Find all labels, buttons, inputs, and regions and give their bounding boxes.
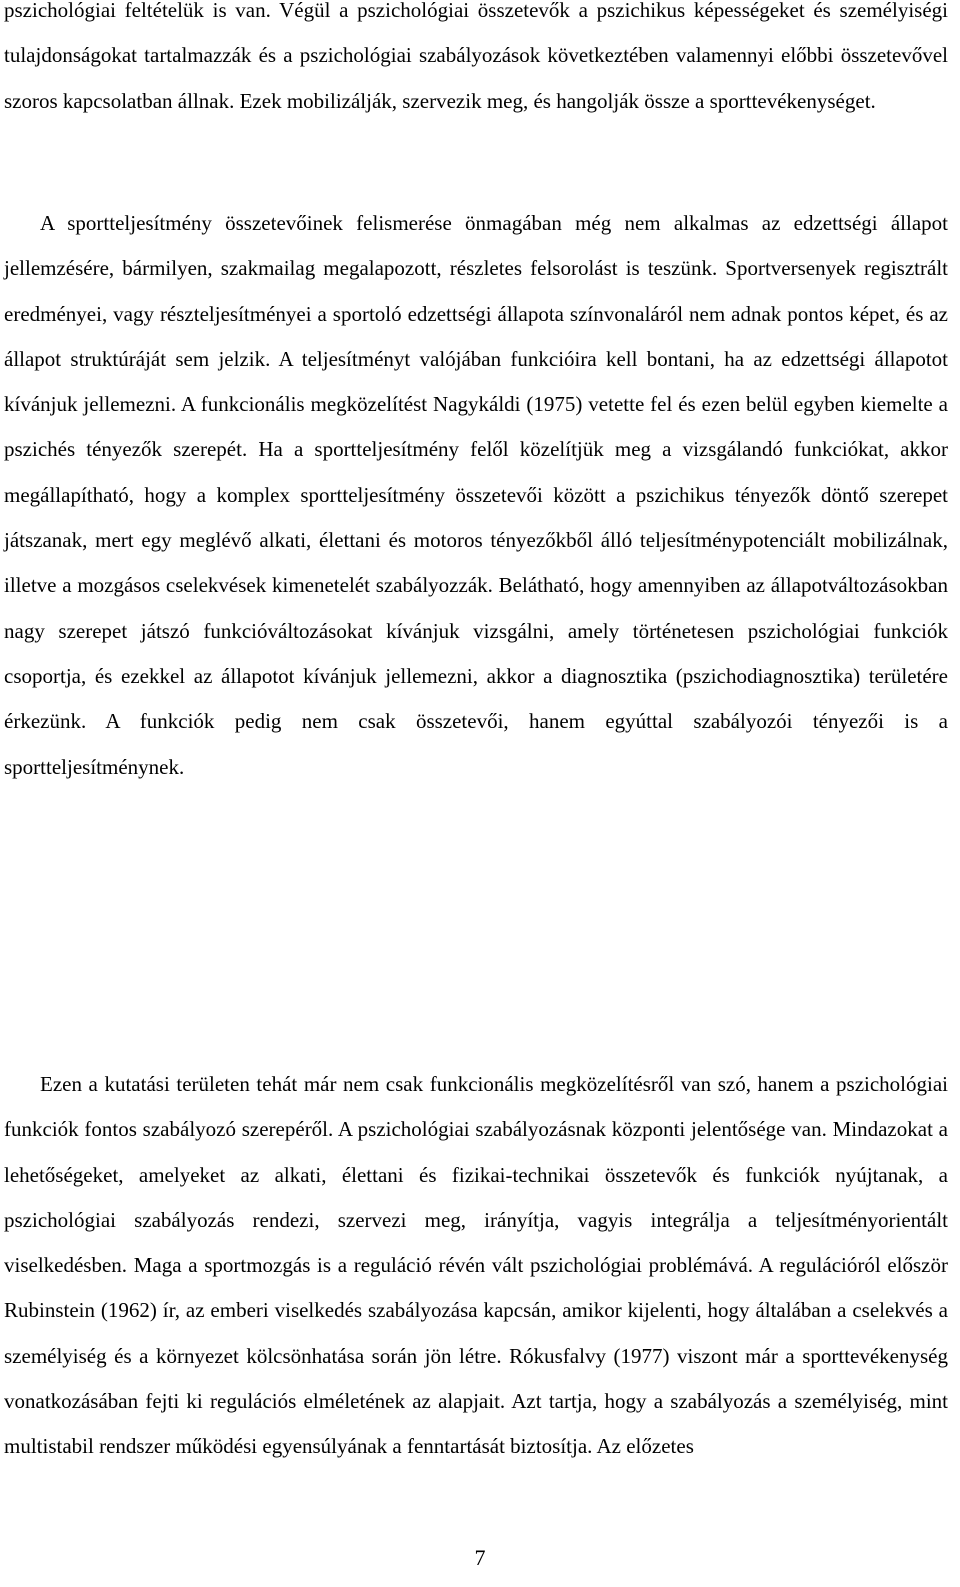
- page-number: 7: [474, 1545, 486, 1570]
- paragraph-3: Ezen a kutatási területen tehát már nem csak funkcionális megközelítésről van szó, hanem a pszichológiai funkciók fontos szabályozó szerepéről. A pszichológiai szabályozásnak központi jelentősége van. Mindazokat a lehetőségeket, amelyeket az alkati, élettani és fizikai-technikai összetevők és funkciók nyújtanak, a pszichológiai szabályozás rendezi, szervezi meg, irányítja, vagyis integrálja a teljesítményorientált viselkedésben. Maga a sportmozgás is a reguláció révén vált pszichológiai problémává. A regulációról először Rubinstein (1962) ír, az emberi viselkedés szabályozása kapcsán, amikor kijelenti, hogy általában a cselekvés a személyiség és a környezet kölcsönhatása során jön létre. Rókusfalvy (1977) viszont már a sporttevékenység vonatkozásában fejti ki regulációs elméletének az alapjait. Azt tartja, hogy a szabályozás a személyiség, mint multistabil rendszer működési egyensúlyának a fenntartását biztosítja. Az előzetes: [4, 1072, 948, 1459]
- paragraph-2: A sportteljesítmény összetevőinek felismerése önmagában még nem alkalmas az edzettségi állapot jellemzésére, bármilyen, szakmailag megalapozott, részletes felsorolást is teszünk. Sportversenyek regisztrált eredményei, vagy részteljesítményei a sportoló edzettségi állapota színvonaláról nem adnak pontos képet, és az állapot struktúráját sem jelzik. A teljesítményt valójában funkcióira kell bontani, ha az edzettségi állapotot kívánjuk jellemezni. A funkcionális megközelítést Nagykáldi (1975) vetette fel és ezen belül egyben kiemelte a pszichés tényezők szerepét. Ha a sportteljesítmény felől közelítjük meg a vizsgálandó funkciókat, akkor megállapítható, hogy a komplex sportteljesítmény összetevői között a pszichikus tényezők döntő szerepet játszanak, mert egy meglévő alkati, élettani és motoros tényezőkből álló teljesítménypotenciált mobilizálnak, illetve a mozgásos cselekvések kimenetelét szabályozzák. Belátható, hogy amennyiben az állapotváltozásokban nagy szerepet játszó funkcióváltozásokat kívánjuk vizsgálni, amely történetesen pszichológiai funkciók csoportja, és ezekkel az állapotot kívánjuk jellemezni, akkor a diagnosztika (pszichodiagnosztika) területére érkezünk. A funkciók pedig nem csak összetevői, hanem egyúttal szabályozói tényezői is a sportteljesítménynek.: [4, 211, 948, 779]
- paragraph-1: pszichológiai feltételük is van. Végül a pszichológiai összetevők a pszichikus képességeket és személyiségi tulajdonságokat tartalmazzák és a pszichológiai szabályozások következtében valamennyi előbbi összetevővel szoros kapcsolatban állnak. Ezek mobilizálják, szervezik meg, és hangolják össze a sporttevékenységet.: [4, 0, 948, 113]
